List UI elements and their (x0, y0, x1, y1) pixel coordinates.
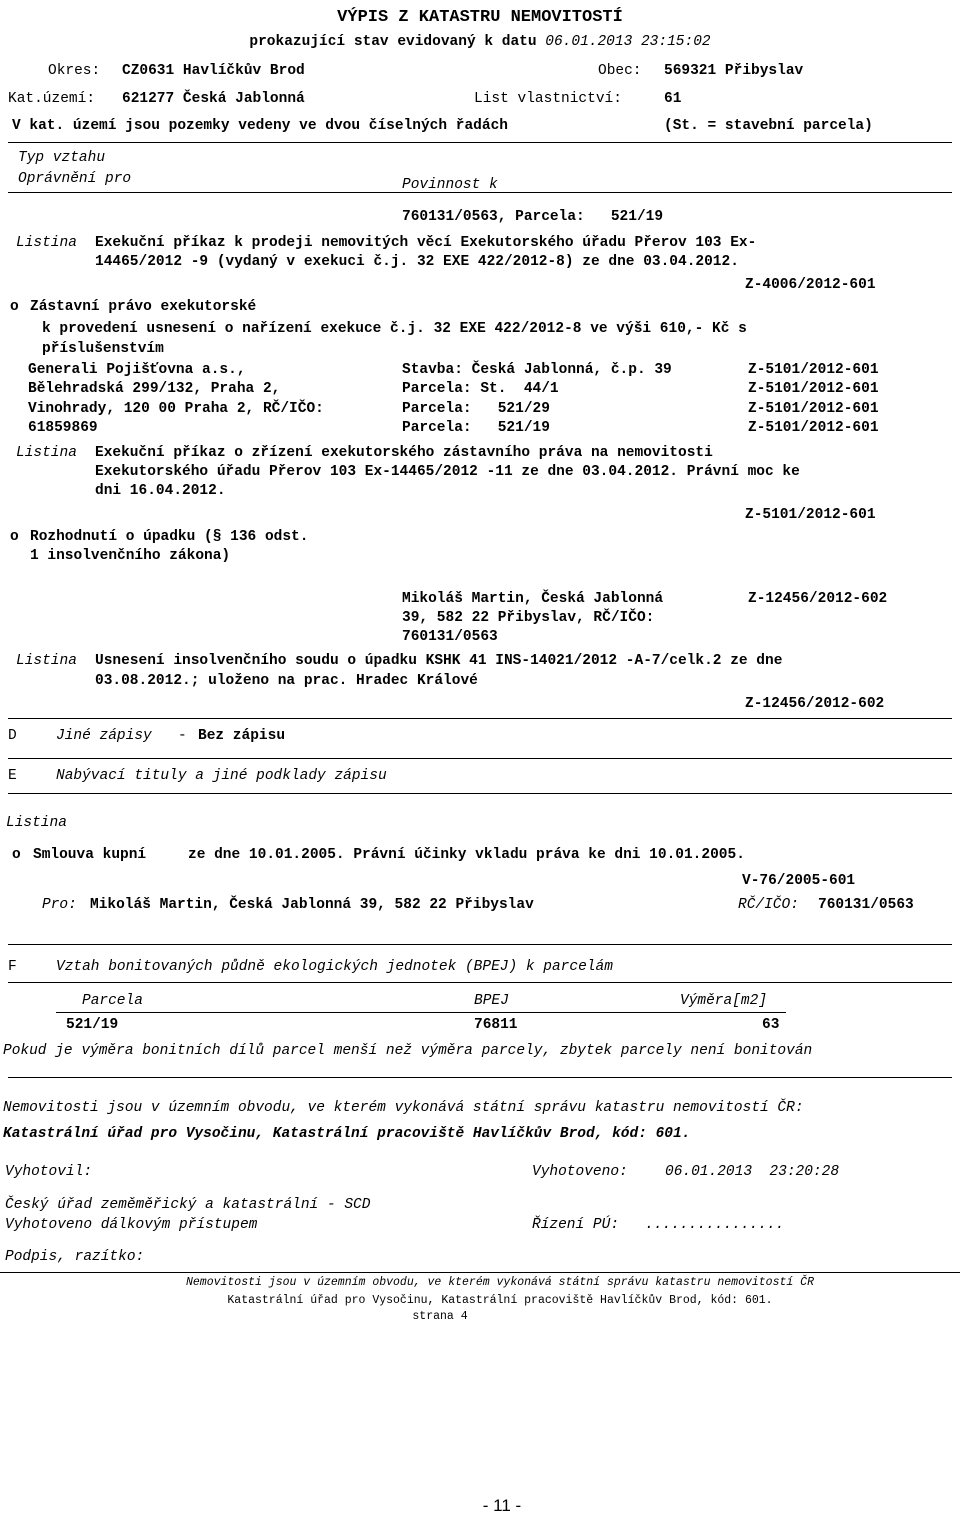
entry3-listina-line2: 03.08.2012.; uloženo na prac. Hradec Králové (95, 673, 478, 689)
entry3-listina-line1: Usnesení insolvenčního soudu o úpadku KSHK 41 INS-14021/2012 -A-7/celk.2 ze dne (95, 653, 783, 669)
katuzemi-value: 621277 Česká Jablonná (122, 91, 305, 107)
entry2-listina-line3: dni 16.04.2012. (95, 483, 226, 499)
section-e-letter: E (8, 768, 17, 784)
entry2-object: Stavba: Česká Jablonná, č.p. 39 (402, 362, 672, 378)
section-e-label: Nabývací tituly a jiné podklady zápisu (56, 768, 387, 784)
columns-divider (8, 192, 952, 193)
section-d-value: Bez zápisu (198, 728, 286, 744)
entry2-holder-line: Bělehradská 299/132, Praha 2, (28, 381, 281, 397)
lv-value: 61 (664, 91, 682, 107)
entry2-desc-line2: příslušenstvím (42, 341, 164, 357)
okres-label: Okres: (48, 63, 101, 79)
numbering-note: V kat. území jsou pozemky vedeny ve dvou číselných řadách (12, 118, 508, 134)
vyhotoveno-value: 06.01.2013 23:20:28 (665, 1164, 840, 1180)
issuer-line2: Vyhotoveno dálkovým přístupem (5, 1217, 258, 1233)
section-e-ref: V-76/2005-601 (742, 873, 856, 889)
issuer-line1: Český úřad zeměměřický a katastrální - SCD (5, 1197, 371, 1213)
parcel-type-note: (St. = stavební parcela) (664, 118, 873, 134)
entry2-holder-line: 61859869 (28, 420, 98, 436)
obec-label: Obec: (598, 63, 642, 79)
section-f-divider (8, 944, 952, 945)
territory-line: Nemovitosti jsou v územním obvodu, ve kterém vykonává státní správu katastru nemovitostí ČR: (3, 1100, 804, 1116)
entry2-listina-line2: Exekutorského úřadu Přerov 103 Ex-14465/2012 -11 ze dne 03.04.2012. Právní moc ke (95, 464, 800, 480)
entry3-listina-label: Listina (16, 653, 77, 669)
col-opravneni-pro: Oprávnění pro (18, 171, 132, 187)
entry2-object: Parcela: 521/29 (402, 401, 550, 417)
vyhotovil-label: Vyhotovil: (5, 1164, 93, 1180)
section-f-sub-divider (8, 982, 952, 983)
entry2-object-ref: Z-5101/2012-601 (748, 362, 879, 378)
okres-value: CZ0631 Havlíčkův Brod (122, 63, 305, 79)
col-povinnost-k: Povinnost k (402, 177, 498, 193)
entry3-obligor-ref: Z-12456/2012-602 (748, 591, 888, 607)
section-d-dash: - (178, 728, 187, 744)
entry2-title: Zástavní právo exekutorské (30, 299, 257, 315)
footer-small-line3: strana 4 (412, 1310, 468, 1323)
section-d-divider (8, 718, 952, 719)
entry2-desc-line1: k provedení usnesení o nařízení exekuce č.j. 32 EXE 422/2012-8 ve výši 610,- Kč s (42, 321, 747, 337)
page-number: - 11 - (482, 1496, 522, 1515)
entry1-listina-line1: Exekuční příkaz k prodeji nemovitých věcí Exekutorského úřadu Přerov 103 Ex- (95, 235, 757, 251)
rizeni-value: ................ (645, 1217, 785, 1233)
section-e-item-title: Smlouva kupní (33, 847, 147, 863)
rizeni-label: Řízení PÚ: (532, 1217, 620, 1233)
section-d-letter: D (8, 728, 17, 744)
bpej-col-bpej: BPEJ (474, 993, 509, 1009)
header-divider (8, 142, 952, 143)
bpej-col-vymera: Výměra[m2] (680, 993, 768, 1009)
entry1-listina-line2: 14465/2012 -9 (vydaný v exekuci č.j. 32 EXE 422/2012-8) ze dne 03.04.2012. (95, 254, 739, 270)
entry3-title-line2: 1 insolvenčního zákona) (30, 548, 231, 564)
subtitle-prefix: prokazující stav evidovaný k datu (249, 34, 537, 50)
section-e-listina-label: Listina (6, 815, 67, 831)
entry2-bullet: o (10, 299, 19, 315)
bpej-row-bpej: 76811 (474, 1017, 518, 1033)
section-e-bullet: o (12, 847, 21, 863)
bpej-note: Pokud je výměra bonitních dílů parcel menší než výměra parcely, zbytek parcely není bonitován (3, 1043, 813, 1059)
entry2-listina-line1: Exekuční příkaz o zřízení exekutorského zástavního práva na nemovitosti (95, 445, 713, 461)
bpej-col-parcela: Parcela (82, 993, 143, 1009)
bpej-row-vymera: 63 (762, 1017, 780, 1033)
section-f-label: Vztah bonitovaných půdně ekologických jednotek (BPEJ) k parcelám (56, 959, 613, 975)
entry3-obligor-line: 39, 582 22 Přibyslav, RČ/IČO: (402, 610, 655, 626)
katuzemi-label: Kat.území: (8, 91, 96, 107)
entry1-listina-label: Listina (16, 235, 77, 251)
entry2-object-ref: Z-5101/2012-601 (748, 401, 879, 417)
entry3-bullet: o (10, 529, 19, 545)
section-f-letter: F (8, 959, 17, 975)
section-d-label: Jiné zápisy (56, 728, 152, 744)
entry2-ref: Z-5101/2012-601 (745, 507, 876, 523)
footer-divider (8, 1077, 952, 1078)
entry2-listina-label: Listina (16, 445, 77, 461)
podpis-label: Podpis, razítko: (5, 1249, 145, 1265)
document-subtitle (0, 32, 960, 52)
bpej-header-divider (56, 1012, 786, 1013)
subtitle-date: 06.01.2013 23:15:02 (545, 34, 711, 50)
entry2-holder-line: Generali Pojišťovna a.s., (28, 362, 246, 378)
footer-small-divider (0, 1272, 960, 1273)
vyhotoveno-label: Vyhotoveno: (532, 1164, 628, 1180)
section-e-item-rest: ze dne 10.01.2005. Právní účinky vkladu práva ke dni 10.01.2005. (188, 847, 745, 863)
entry2-object: Parcela: St. 44/1 (402, 381, 559, 397)
entry3-ref: Z-12456/2012-602 (745, 696, 885, 712)
entry2-holder-line: Vinohrady, 120 00 Praha 2, RČ/IČO: (28, 401, 324, 417)
footer-small-line1: Nemovitosti jsou v územním obvodu, ve kterém vykonává státní správu katastru nemovitostí ČR (185, 1276, 814, 1289)
entry1-header: 760131/0563, Parcela: 521/19 (402, 209, 664, 225)
section-e-rc-label: RČ/IČO: (738, 897, 799, 913)
section-e-pro-label: Pro: (42, 897, 77, 913)
entry2-object-ref: Z-5101/2012-601 (748, 381, 879, 397)
section-e-pro-value: Mikoláš Martin, Česká Jablonná 39, 582 22 Přibyslav (90, 897, 534, 913)
lv-label: List vlastnictví: (474, 91, 622, 107)
col-typ-vztahu: Typ vztahu (18, 150, 106, 166)
section-e-rc-value: 760131/0563 (818, 897, 914, 913)
bpej-row-parcela: 521/19 (66, 1017, 119, 1033)
entry3-obligor-line: 760131/0563 (402, 629, 498, 645)
obec-value: 569321 Přibyslav (664, 63, 804, 79)
section-e-divider (8, 758, 952, 759)
section-e-sub-divider (8, 793, 952, 794)
entry2-object: Parcela: 521/19 (402, 420, 550, 436)
entry3-title-line1: Rozhodnutí o úpadku (§ 136 odst. (30, 529, 309, 545)
footer-small-line2: Katastrální úřad pro Vysočinu, Katastrální pracoviště Havlíčkův Brod, kód: 601. (227, 1294, 773, 1307)
document-title: VÝPIS Z KATASTRU NEMOVITOSTÍ (337, 8, 623, 27)
entry2-object-ref: Z-5101/2012-601 (748, 420, 879, 436)
entry1-ref: Z-4006/2012-601 (745, 277, 876, 293)
entry3-obligor-line: Mikoláš Martin, Česká Jablonná (402, 591, 664, 607)
office-line: Katastrální úřad pro Vysočinu, Katastrální pracoviště Havlíčkův Brod, kód: 601. (3, 1126, 691, 1142)
